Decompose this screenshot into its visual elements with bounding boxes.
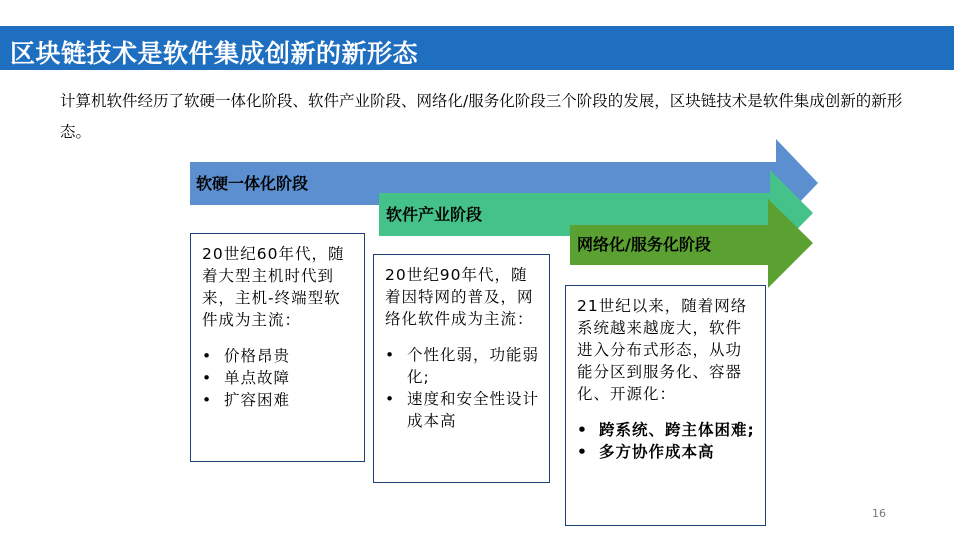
stage2-box xyxy=(373,254,550,483)
stage1-bullet: • 单点故障 xyxy=(202,367,354,389)
stage3-box xyxy=(565,285,766,526)
stage1-bullet: • 价格昂贵 xyxy=(202,345,354,367)
stage3-label: 网络化/服务化阶段 xyxy=(577,235,711,254)
stage1-bullet: • 扩容困难 xyxy=(202,389,354,411)
page-title: 区块链技术是软件集成创新的新形态 xyxy=(10,39,419,68)
stage1-bullet-list xyxy=(202,345,354,411)
stage2-bullet-list xyxy=(385,344,539,432)
page-number: 16 xyxy=(872,507,886,520)
stage2-label: 软件产业阶段 xyxy=(386,205,483,224)
stage1-label: 软硬一体化阶段 xyxy=(196,174,309,193)
stage3-bullet: • 多方协作成本高 xyxy=(577,441,755,463)
stage1-description: 20世纪60年代，随着大型主机时代到来，主机-终端型软件成为主流： xyxy=(202,245,345,329)
stage2-bullet: • 速度和安全性设计成本高 xyxy=(385,388,539,432)
stage3-bullet-list xyxy=(577,419,755,463)
stage2-bullet: • 个性化弱，功能弱化; xyxy=(385,344,539,388)
stage3-description: 21世纪以来，随着网络系统越来越庞大，软件进入分布式形态，从功能分区到服务化、容器化、开源化： xyxy=(577,297,748,403)
stage2-description: 20世纪90年代，随着因特网的普及，网络化软件成为主流： xyxy=(385,266,534,328)
stage1-box xyxy=(190,233,365,462)
intro-paragraph: 计算机软件经历了软硬一体化阶段、软件产业阶段、网络化/服务化阶段三个阶段的发展，区块链技术是软件集成创新的新形态。 xyxy=(60,92,903,141)
stage3-bullet: • 跨系统、跨主体困难; xyxy=(577,419,755,441)
